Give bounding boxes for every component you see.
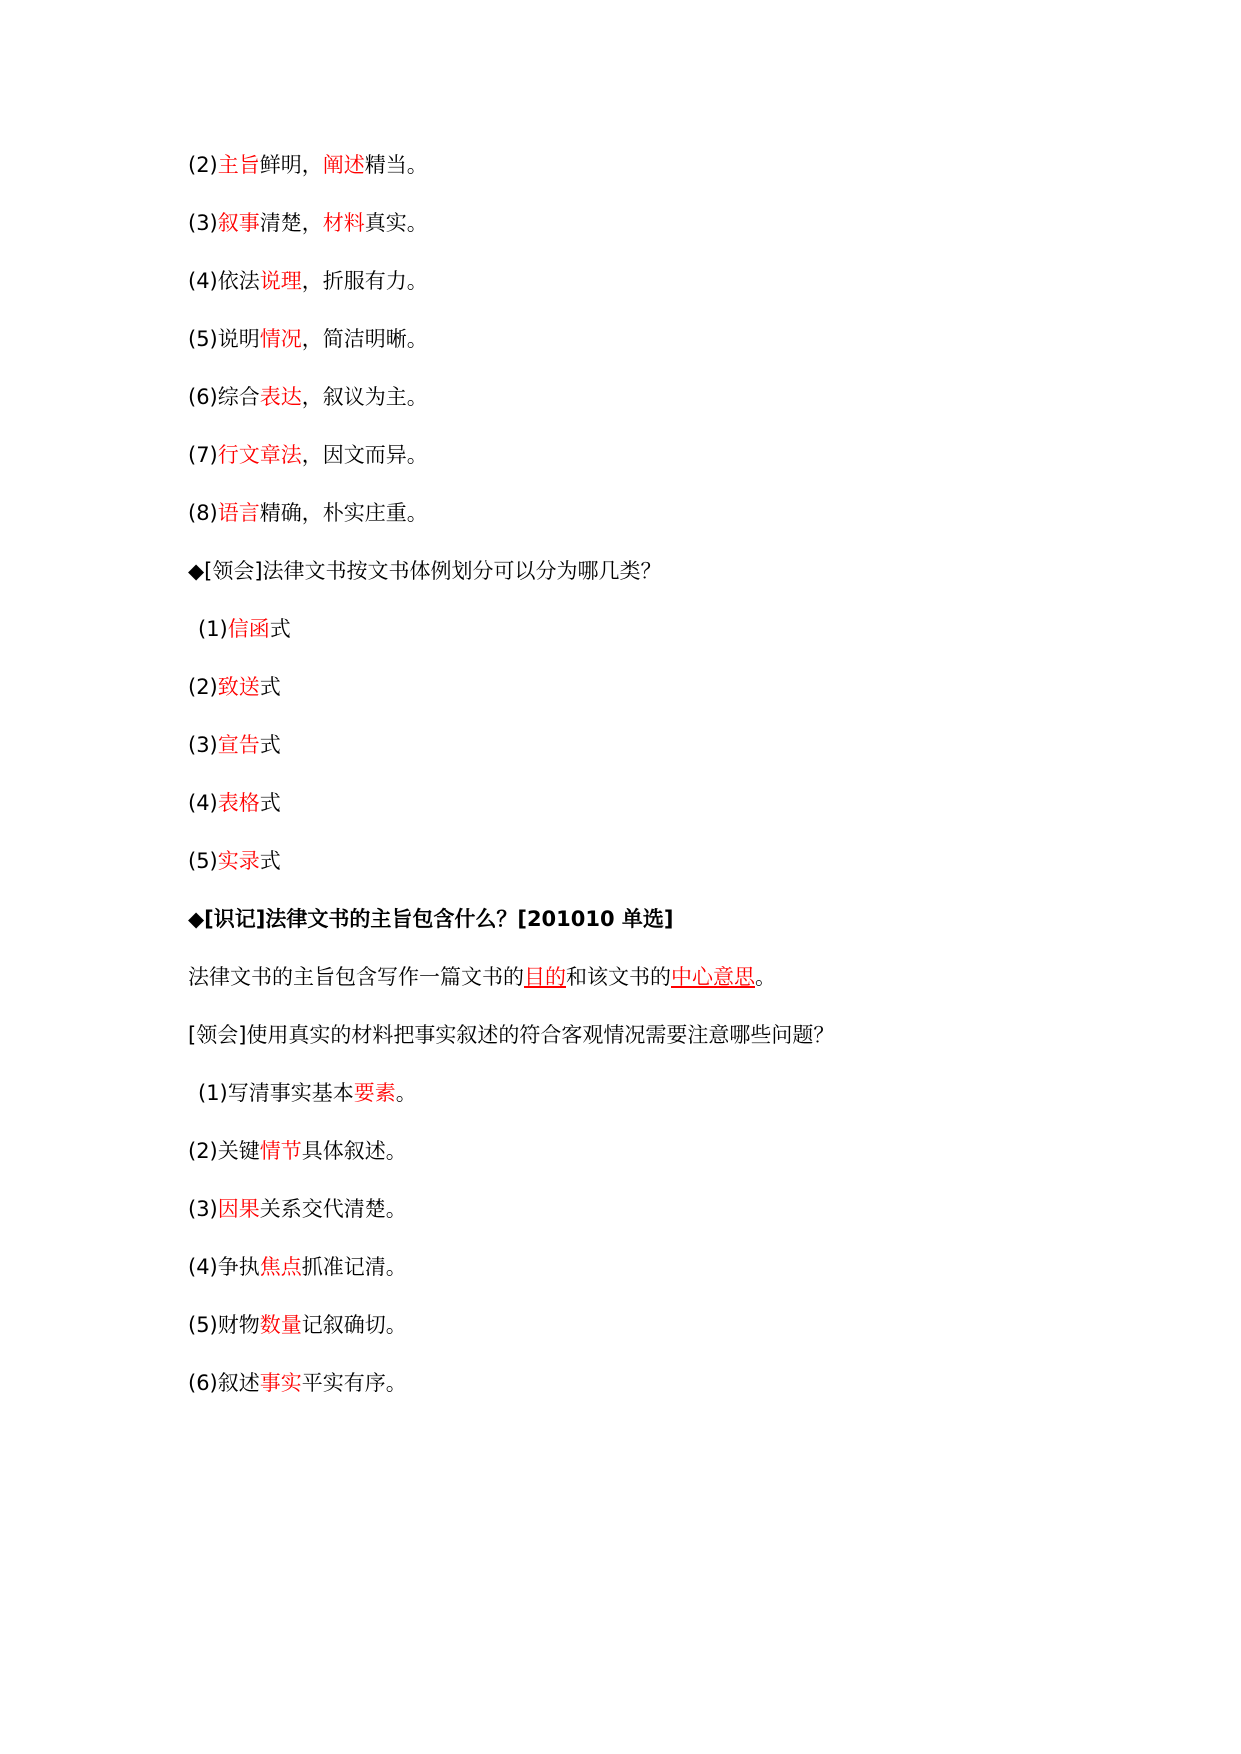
highlighted-keyword: 信函 — [227, 617, 270, 641]
text-segment: 式 — [259, 733, 281, 757]
highlighted-keyword: 致送 — [217, 675, 260, 699]
text-line — [188, 382, 428, 412]
text-segment: (3) — [188, 1197, 218, 1221]
text-line — [188, 730, 281, 760]
highlighted-keyword: 语言 — [217, 501, 260, 525]
text-segment: ，叙议为主。 — [301, 385, 428, 409]
text-segment: (5)说明 — [188, 327, 260, 351]
text-segment: (2) — [188, 153, 218, 177]
text-segment: (5)财物 — [188, 1313, 260, 1337]
text-segment: 记叙确切。 — [301, 1313, 407, 1337]
highlighted-keyword: 事实 — [259, 1371, 302, 1395]
text-segment: 精当。 — [364, 153, 428, 177]
text-segment: (7) — [188, 443, 218, 467]
text-segment: (4)争执 — [188, 1255, 260, 1279]
text-segment: (2)关键 — [188, 1139, 260, 1163]
text-segment: (4)依法 — [188, 269, 260, 293]
text-line — [188, 498, 428, 528]
text-segment: ，因文而异。 — [301, 443, 428, 467]
text-segment: 式 — [259, 791, 281, 815]
text-segment: (4) — [188, 791, 218, 815]
text-segment: 抓准记清。 — [301, 1255, 407, 1279]
text-segment: (6)综合 — [188, 385, 260, 409]
text-segment: ◆[领会]法律文书按文书体例划分可以分为哪几类？ — [188, 559, 662, 583]
text-segment: 清楚， — [259, 211, 323, 235]
text-line — [188, 672, 281, 702]
text-segment: ，折服有力。 — [301, 269, 428, 293]
highlighted-keyword: 叙事 — [217, 211, 260, 235]
text-line — [188, 962, 776, 992]
text-line — [188, 324, 428, 354]
text-line — [188, 1252, 407, 1282]
text-segment: 法律文书的主旨包含写作一篇文书的 — [188, 965, 524, 989]
highlighted-keyword: 中心意思 — [671, 965, 755, 989]
text-line — [188, 788, 281, 818]
text-segment: (2) — [188, 675, 218, 699]
highlighted-keyword: 阐述 — [322, 153, 365, 177]
text-line — [188, 440, 428, 470]
highlighted-keyword: 行文章法 — [217, 443, 302, 467]
text-segment: 。 — [755, 965, 776, 989]
highlighted-keyword: 目的 — [524, 965, 566, 989]
highlighted-keyword: 说理 — [259, 269, 302, 293]
highlighted-keyword: 情况 — [259, 327, 302, 351]
text-segment: 和该文书的 — [566, 965, 671, 989]
highlighted-keyword: 材料 — [322, 211, 365, 235]
highlighted-keyword: 实录 — [217, 849, 260, 873]
text-segment: 。 — [395, 1081, 417, 1105]
text-segment: 关系交代清楚。 — [259, 1197, 407, 1221]
text-segment: (1)写清事实基本 — [198, 1081, 354, 1105]
text-line — [188, 1136, 407, 1166]
highlighted-keyword: 表达 — [259, 385, 302, 409]
highlighted-keyword: 因果 — [217, 1197, 260, 1221]
text-segment: 平实有序。 — [301, 1371, 407, 1395]
highlighted-keyword: 主旨 — [217, 153, 260, 177]
text-line — [188, 556, 662, 586]
text-segment: ◆[识记]法律文书的主旨包含什么？[201010 单选] — [188, 907, 674, 931]
text-segment: 式 — [259, 675, 281, 699]
text-segment: 式 — [269, 617, 291, 641]
text-segment: 真实。 — [364, 211, 428, 235]
text-line — [188, 150, 428, 180]
text-line — [188, 266, 428, 296]
text-segment: (5) — [188, 849, 218, 873]
text-segment: 具体叙述。 — [301, 1139, 407, 1163]
text-segment: 精确，朴实庄重。 — [259, 501, 428, 525]
highlighted-keyword: 要素 — [353, 1081, 396, 1105]
text-line — [188, 846, 281, 876]
highlighted-keyword: 情节 — [259, 1139, 302, 1163]
highlighted-keyword: 焦点 — [259, 1255, 302, 1279]
text-line — [198, 1078, 417, 1108]
text-segment: (3) — [188, 211, 218, 235]
text-segment: (8) — [188, 501, 218, 525]
text-line — [188, 1310, 407, 1340]
text-segment: (6)叙述 — [188, 1371, 260, 1395]
text-segment: 式 — [259, 849, 281, 873]
text-line — [188, 1020, 834, 1050]
text-segment: [领会]使用真实的材料把事实叙述的符合客观情况需要注意哪些问题？ — [188, 1023, 835, 1047]
text-line — [188, 208, 428, 238]
text-segment: (1) — [198, 617, 228, 641]
text-line — [188, 1368, 407, 1398]
highlighted-keyword: 数量 — [259, 1313, 302, 1337]
highlighted-keyword: 宣告 — [217, 733, 260, 757]
text-segment: (3) — [188, 733, 218, 757]
text-line — [188, 904, 674, 934]
text-line — [188, 1194, 407, 1224]
text-segment: ，简洁明晰。 — [301, 327, 428, 351]
highlighted-keyword: 表格 — [217, 791, 260, 815]
text-line — [198, 614, 291, 644]
text-segment: 鲜明， — [259, 153, 323, 177]
